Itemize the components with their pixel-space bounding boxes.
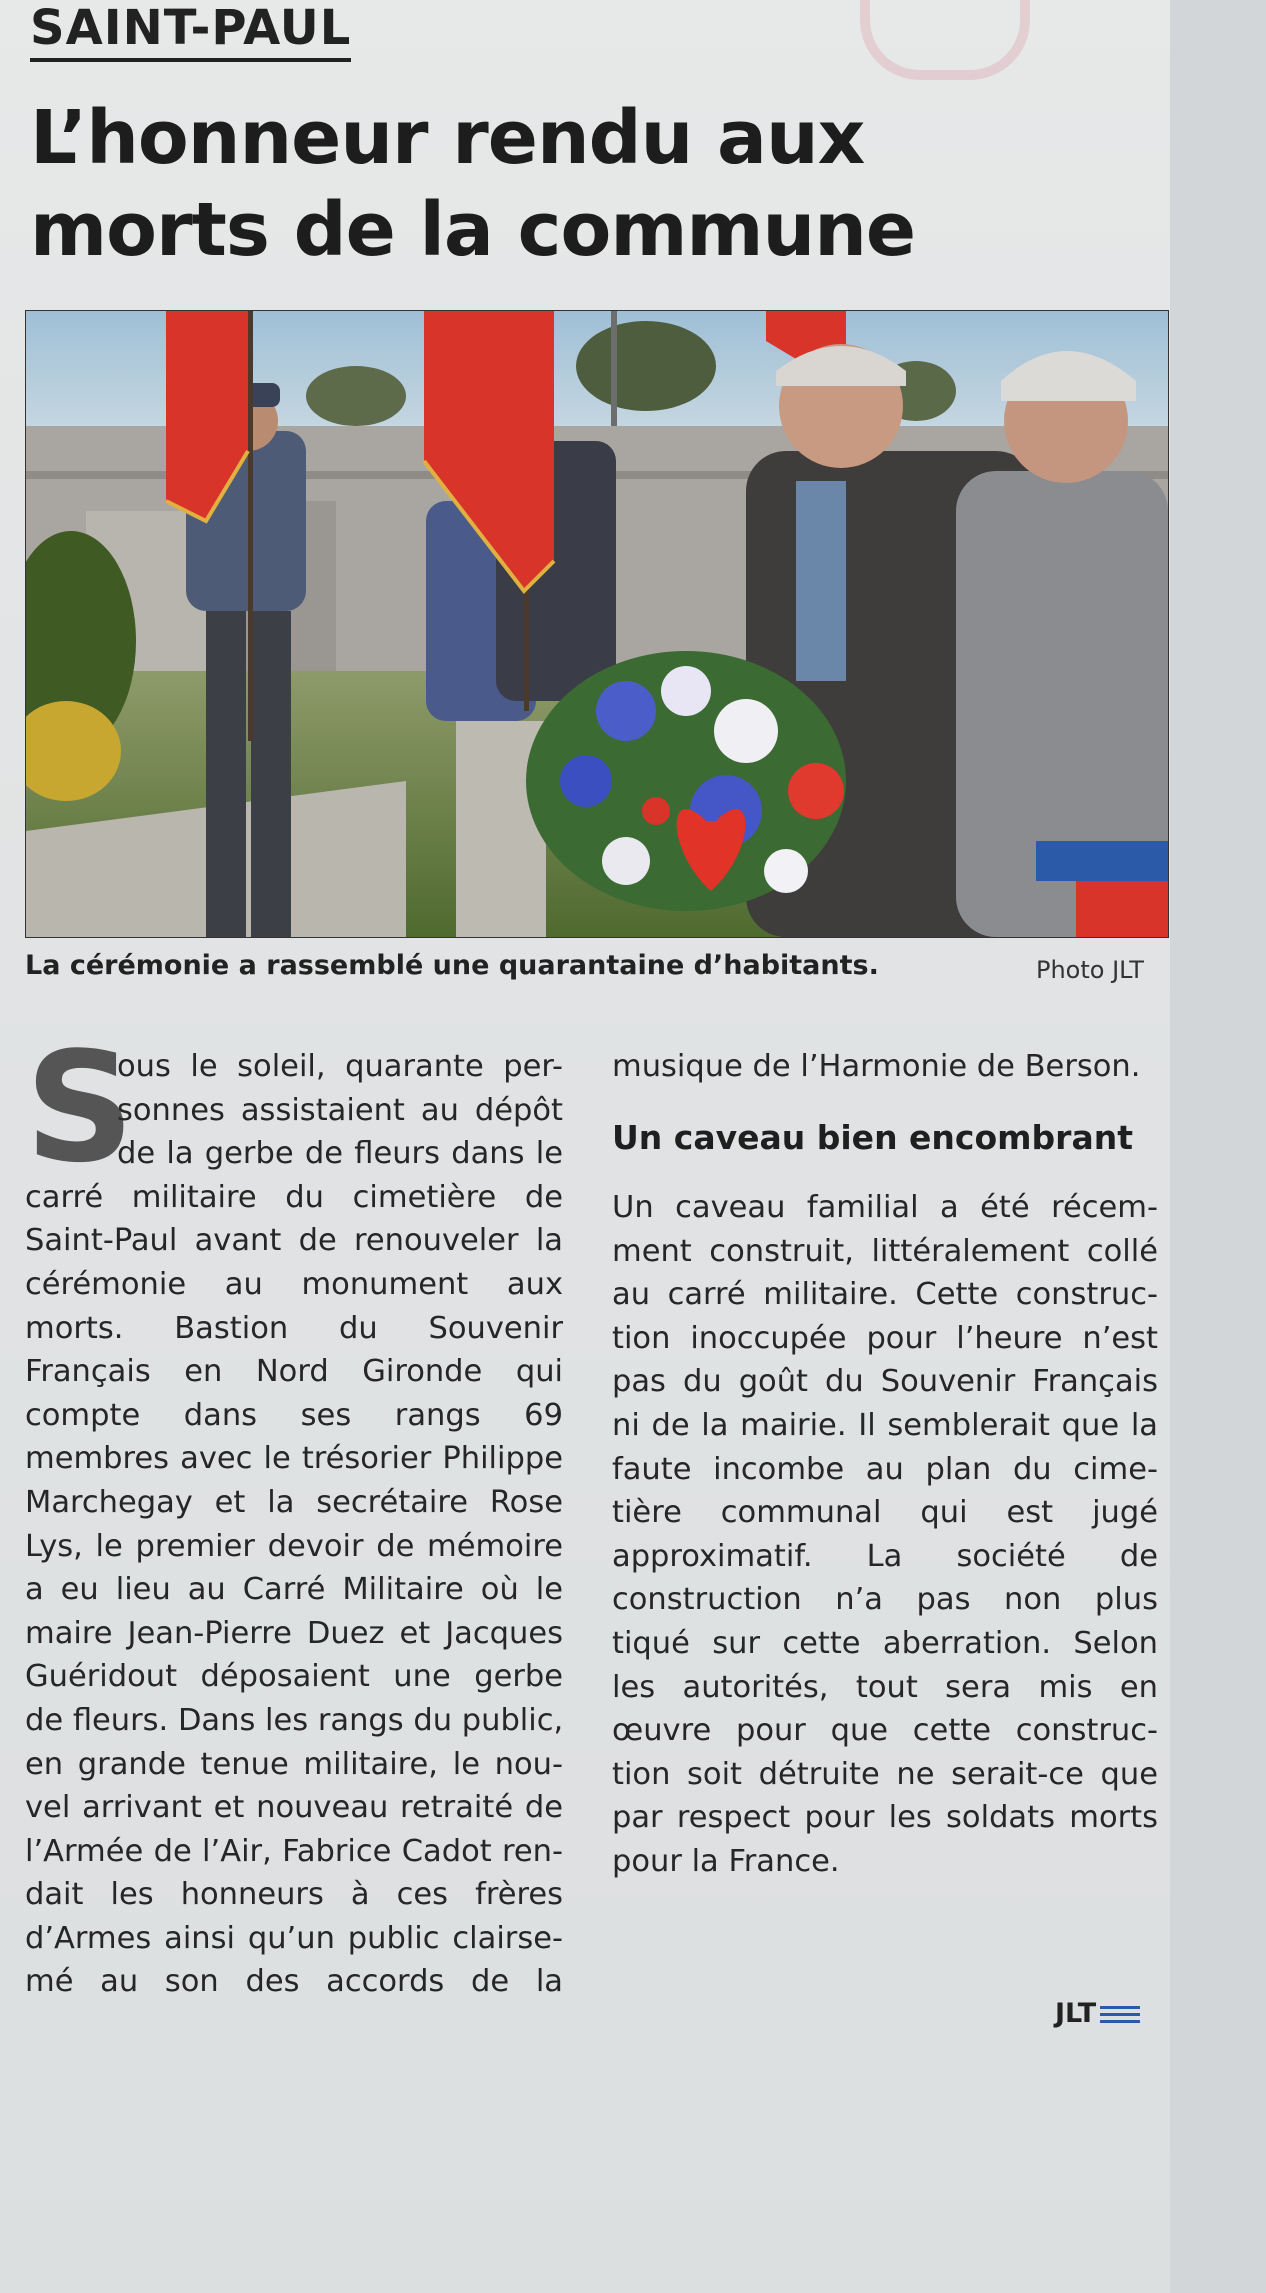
paper-edge	[1170, 0, 1266, 2293]
photo-caption: La cérémonie a rassemblé une quarantaine d’habitants.	[25, 950, 879, 981]
photo-credit: Photo JLT	[1036, 956, 1144, 984]
body-line: compte dans ses rangs 69	[25, 1397, 563, 1433]
subheading: Un caveau bien encombrant	[612, 1118, 1133, 1157]
bleed-through-logo	[860, 0, 1030, 80]
body-line: au carré militaire. Cette construc-	[612, 1277, 1158, 1313]
body-line: ment construit, littéralement collé	[612, 1233, 1158, 1269]
right-column-continued	[612, 1186, 1158, 1884]
body-line: approximatif. La société de	[612, 1538, 1158, 1574]
body-line: en grande tenue militaire, le nou-	[25, 1746, 563, 1782]
signature-text: JLT	[1055, 1998, 1097, 2029]
body-line: Saint-Paul avant de renouveler la	[25, 1223, 563, 1259]
body-line: musique de l’Harmonie de Berson.	[612, 1049, 1141, 1084]
author-signature	[1055, 1998, 1140, 2029]
body-line: Français en Nord Gironde qui	[25, 1354, 563, 1390]
drop-cap: S	[25, 1019, 135, 1196]
body-line: tion inoccupée pour l’heure n’est	[612, 1320, 1158, 1356]
flower-wreath	[526, 651, 846, 911]
body-line: mé au son des accords de la	[25, 1964, 563, 2000]
body-line: d’Armes ainsi qu’un public clairse-	[25, 1920, 563, 1956]
body-line: ous le soleil, quarante per-	[117, 1049, 563, 1084]
body-line: les autorités, tout sera mis en	[612, 1669, 1158, 1705]
body-line: a eu lieu au Carré Militaire où le	[25, 1572, 563, 1608]
body-line: tiqué sur cette aberration. Selon	[612, 1625, 1158, 1661]
body-line: vel arrivant et nouveau retraité de	[25, 1790, 563, 1826]
body-line: pour la France.	[612, 1843, 840, 1879]
body-line: ni de la mairie. Il semblerait que la	[612, 1407, 1158, 1443]
body-line: Lys, le premier devoir de mémoire	[25, 1528, 563, 1564]
body-line: sonnes assistaient au dépôt	[117, 1092, 563, 1128]
body-line: Marchegay et la secrétaire Rose	[25, 1484, 563, 1520]
headline-line-1: L’honneur rendu aux	[30, 95, 865, 181]
body-line: dait les honneurs à ces frères	[25, 1877, 563, 1913]
body-line: faute incombe au plan du cime-	[612, 1451, 1158, 1487]
body-line: Un caveau familial a été récem-	[612, 1190, 1158, 1225]
body-line: par respect pour les soldats morts	[612, 1800, 1158, 1836]
body-line: tion soit détruite ne serait-ce que	[612, 1756, 1158, 1792]
section-label: SAINT-PAUL	[30, 0, 351, 62]
body-line: pas du goût du Souvenir Français	[612, 1364, 1158, 1400]
body-line: œuvre pour que cette construc-	[612, 1713, 1158, 1749]
ceremony-photo	[25, 310, 1169, 938]
body-line: cérémonie au monument aux	[25, 1266, 563, 1302]
body-line: de la gerbe de fleurs dans le	[117, 1136, 563, 1172]
body-line: Guéridout déposaient une gerbe	[25, 1659, 563, 1695]
body-line: morts. Bastion du Souvenir	[25, 1310, 563, 1346]
body-line: tière communal qui est jugé	[612, 1495, 1158, 1531]
left-column	[25, 1045, 563, 2004]
body-line: de fleurs. Dans les rangs du public,	[25, 1702, 564, 1738]
headline-line-2: morts de la commune	[30, 187, 916, 273]
body-line: l’Armée de l’Air, Fabrice Cadot ren-	[25, 1833, 563, 1869]
body-line: construction n’a pas non plus	[612, 1582, 1158, 1618]
body-line: maire Jean-Pierre Duez et Jacques	[25, 1615, 563, 1651]
signature-bars-icon	[1100, 2004, 1140, 2024]
body-line: carré militaire du cimetière de	[25, 1179, 563, 1215]
body-line: membres avec le trésorier Philippe	[25, 1441, 563, 1477]
right-column	[612, 1045, 1158, 1089]
headline	[30, 92, 1160, 276]
